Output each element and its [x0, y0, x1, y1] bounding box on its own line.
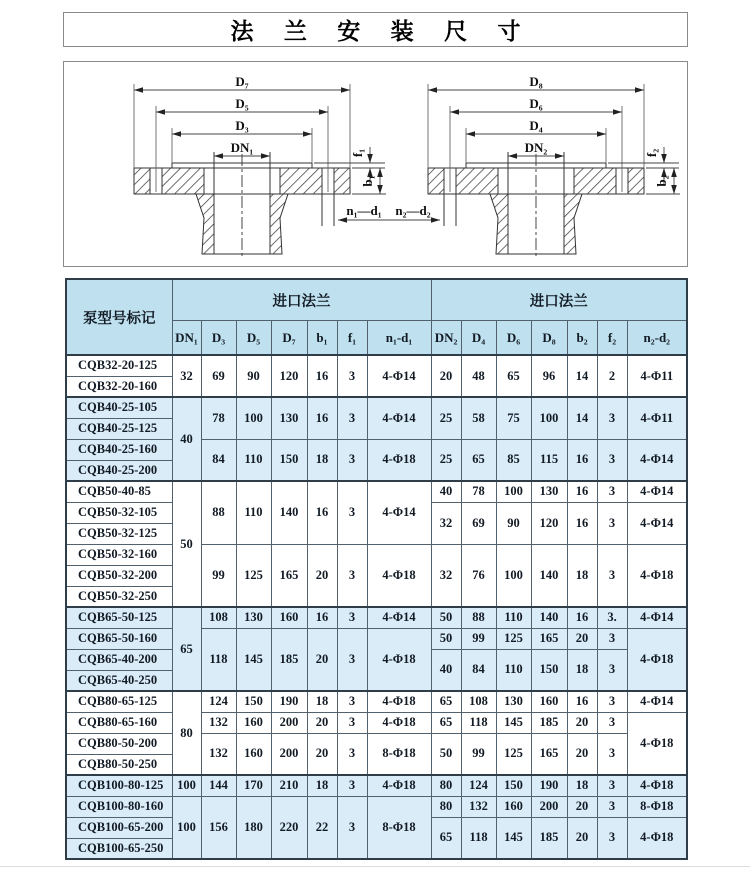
model-cell: CQB100-80-125 [66, 775, 172, 796]
value-cell: 140 [271, 481, 307, 544]
value-cell: 100 [236, 397, 271, 439]
value-cell: 4-Φ14 [367, 397, 431, 439]
value-cell: 100 [531, 397, 567, 439]
value-cell: 50 [431, 607, 461, 628]
value-cell: 50 [431, 628, 461, 649]
value-cell: 78 [461, 481, 496, 502]
column-header: n₂-d₂ [627, 321, 687, 356]
value-cell: 18 [307, 691, 337, 712]
value-cell: 16 [567, 481, 597, 502]
table-row [66, 733, 687, 754]
model-cell: CQB50-32-250 [66, 586, 172, 607]
model-cell: CQB50-40-85 [66, 481, 172, 502]
value-cell: 3. [597, 607, 627, 628]
value-cell: 3 [597, 712, 627, 733]
value-cell: 108 [201, 607, 236, 628]
value-cell: 20 [567, 712, 597, 733]
value-cell: 69 [201, 355, 236, 397]
value-cell: 20 [307, 628, 337, 691]
value-cell: 88 [201, 481, 236, 544]
value-cell: 4-Φ14 [367, 607, 431, 628]
value-cell: 3 [597, 817, 627, 859]
value-cell: 50 [431, 733, 461, 775]
column-header: DN₂ [431, 321, 461, 356]
table-row [66, 397, 687, 418]
value-cell: 20 [307, 544, 337, 607]
value-cell: 20 [567, 733, 597, 775]
model-cell: CQB80-65-160 [66, 712, 172, 733]
inlet-flange-group-header: 进口法兰 [172, 279, 431, 321]
value-cell: 84 [461, 649, 496, 691]
value-cell: 16 [567, 439, 597, 481]
value-cell: 4-Φ11 [627, 355, 687, 397]
value-cell: 18 [567, 775, 597, 796]
value-cell: 3 [337, 544, 367, 607]
value-cell: 8-Φ18 [367, 796, 431, 859]
value-cell: 165 [531, 733, 567, 775]
bottom-divider [0, 866, 750, 867]
column-header: b₁ [307, 321, 337, 356]
model-cell: CQB32-20-125 [66, 355, 172, 376]
value-cell: 4-Φ18 [627, 628, 687, 691]
table-row [66, 355, 687, 376]
dimension-arrows [428, 87, 677, 223]
model-cell: CQB40-25-200 [66, 460, 172, 481]
column-header: DN₁ [172, 321, 201, 356]
model-cell: CQB100-65-250 [66, 838, 172, 859]
value-cell: 16 [307, 397, 337, 439]
value-cell: 16 [307, 355, 337, 397]
value-cell: 65 [461, 439, 496, 481]
value-cell: 130 [271, 397, 307, 439]
value-cell: 3 [597, 733, 627, 775]
value-cell: 20 [567, 628, 597, 649]
value-cell: 160 [271, 607, 307, 628]
flange-outline [134, 152, 350, 259]
value-cell: 170 [236, 775, 271, 796]
table-row [66, 628, 687, 649]
value-cell: 8-Φ18 [367, 733, 431, 775]
value-cell: 4-Φ18 [367, 628, 431, 691]
flange-diagram-inlet [92, 68, 392, 260]
model-cell: CQB50-32-160 [66, 544, 172, 565]
value-cell: 118 [461, 817, 496, 859]
table-row [66, 439, 687, 460]
value-cell: 4-Φ18 [367, 439, 431, 481]
value-cell: 3 [337, 481, 367, 544]
value-cell: 3 [337, 733, 367, 775]
value-cell: 4-Φ14 [627, 607, 687, 628]
value-cell: 80 [431, 775, 461, 796]
value-cell: 180 [236, 796, 271, 859]
value-cell: 18 [567, 649, 597, 691]
value-cell: 8-Φ18 [627, 796, 687, 817]
value-cell: 16 [567, 502, 597, 544]
value-cell: 4-Φ18 [627, 817, 687, 859]
value-cell: 108 [461, 691, 496, 712]
value-cell: 110 [496, 607, 531, 628]
value-cell: 144 [201, 775, 236, 796]
value-cell: 185 [531, 817, 567, 859]
value-cell: 4-Φ14 [627, 691, 687, 712]
value-cell: 80 [431, 796, 461, 817]
value-cell: 20 [567, 796, 597, 817]
value-cell: 110 [496, 649, 531, 691]
value-cell: 156 [201, 796, 236, 859]
dim-label-d8: D₈ [529, 74, 543, 89]
dim-label-d6: D₆ [529, 96, 543, 111]
value-cell: 20 [567, 817, 597, 859]
value-cell: 124 [201, 691, 236, 712]
value-cell: 2 [597, 355, 627, 397]
table-row [66, 796, 687, 817]
column-header: f₁ [337, 321, 367, 356]
model-cell: CQB40-25-105 [66, 397, 172, 418]
value-cell: 150 [531, 649, 567, 691]
value-cell: 25 [431, 439, 461, 481]
value-cell: 100 [172, 775, 201, 796]
column-header: D₅ [236, 321, 271, 356]
value-cell: 75 [496, 397, 531, 439]
value-cell: 4-Φ18 [367, 544, 431, 607]
value-cell: 120 [271, 355, 307, 397]
model-cell: CQB80-50-250 [66, 754, 172, 775]
dim-label-dn2: DN₂ [524, 140, 548, 155]
flange-dimensions-table [65, 278, 688, 860]
value-cell: 200 [271, 733, 307, 775]
value-cell: 140 [531, 544, 567, 607]
outlet-flange-group-header: 进口法兰 [431, 279, 687, 321]
dim-label-d5: D₅ [235, 96, 249, 111]
value-cell: 118 [201, 628, 236, 691]
value-cell: 3 [597, 628, 627, 649]
value-cell: 3 [597, 691, 627, 712]
value-cell: 40 [431, 649, 461, 691]
value-cell: 100 [496, 544, 531, 607]
value-cell: 40 [431, 481, 461, 502]
value-cell: 145 [496, 712, 531, 733]
value-cell: 4-Φ18 [367, 775, 431, 796]
value-cell: 48 [461, 355, 496, 397]
dim-label-f2: f₂ [644, 148, 659, 158]
value-cell: 3 [337, 355, 367, 397]
value-cell: 25 [431, 397, 461, 439]
flange-diagram-outlet [386, 68, 686, 260]
value-cell: 132 [461, 796, 496, 817]
value-cell: 118 [461, 712, 496, 733]
column-header: D₈ [531, 321, 567, 356]
value-cell: 4-Φ14 [627, 439, 687, 481]
value-cell: 90 [236, 355, 271, 397]
value-cell: 110 [236, 481, 271, 544]
value-cell: 4-Φ14 [627, 502, 687, 544]
value-cell: 200 [531, 796, 567, 817]
value-cell: 200 [271, 712, 307, 733]
value-cell: 140 [531, 607, 567, 628]
value-cell: 3 [337, 439, 367, 481]
column-header: D₃ [201, 321, 236, 356]
value-cell: 16 [307, 607, 337, 628]
model-column-header: 泵型号标记 [66, 279, 172, 355]
value-cell: 3 [337, 775, 367, 796]
value-cell: 160 [496, 796, 531, 817]
value-cell: 3 [337, 796, 367, 859]
diagram-frame [63, 61, 688, 267]
value-cell: 3 [337, 712, 367, 733]
model-cell: CQB100-80-160 [66, 796, 172, 817]
value-cell: 4-Φ14 [367, 355, 431, 397]
value-cell: 160 [236, 712, 271, 733]
value-cell: 150 [236, 691, 271, 712]
table-row [66, 481, 687, 502]
value-cell: 3 [597, 502, 627, 544]
model-cell: CQB100-65-200 [66, 817, 172, 838]
value-cell: 76 [461, 544, 496, 607]
value-cell: 14 [567, 355, 597, 397]
value-cell: 4-Φ18 [627, 775, 687, 796]
value-cell: 50 [172, 481, 201, 607]
dim-label-d7: D₇ [235, 74, 249, 89]
column-header: f₂ [597, 321, 627, 356]
value-cell: 3 [597, 796, 627, 817]
value-cell: 18 [307, 439, 337, 481]
value-cell: 130 [531, 481, 567, 502]
value-cell: 150 [271, 439, 307, 481]
value-cell: 160 [531, 691, 567, 712]
value-cell: 190 [531, 775, 567, 796]
column-header: D₆ [496, 321, 531, 356]
model-cell: CQB80-50-200 [66, 733, 172, 754]
value-cell: 16 [307, 481, 337, 544]
model-cell: CQB32-20-160 [66, 376, 172, 397]
model-cell: CQB40-25-125 [66, 418, 172, 439]
value-cell: 40 [172, 397, 201, 481]
value-cell: 65 [172, 607, 201, 691]
value-cell: 3 [597, 775, 627, 796]
value-cell: 96 [531, 355, 567, 397]
dim-label-dn1: DN₁ [230, 140, 254, 155]
value-cell: 3 [337, 607, 367, 628]
value-cell: 4-Φ18 [627, 712, 687, 775]
value-cell: 88 [461, 607, 496, 628]
value-cell: 3 [597, 649, 627, 691]
value-cell: 110 [236, 439, 271, 481]
flange-outline [428, 152, 644, 259]
value-cell: 124 [461, 775, 496, 796]
value-cell: 99 [461, 733, 496, 775]
value-cell: 18 [307, 775, 337, 796]
value-cell: 145 [236, 628, 271, 691]
value-cell: 3 [337, 397, 367, 439]
value-cell: 165 [531, 628, 567, 649]
table-row [66, 691, 687, 712]
page-title-text: 法 兰 安 装 尺 寸 [230, 18, 533, 44]
value-cell: 32 [431, 502, 461, 544]
value-cell: 4-Φ11 [627, 397, 687, 439]
model-cell: CQB50-32-200 [66, 565, 172, 586]
value-cell: 84 [201, 439, 236, 481]
value-cell: 14 [567, 397, 597, 439]
value-cell: 220 [271, 796, 307, 859]
value-cell: 100 [172, 796, 201, 859]
value-cell: 65 [431, 817, 461, 859]
table-row [66, 775, 687, 796]
value-cell: 4-Φ18 [627, 544, 687, 607]
model-cell: CQB40-25-160 [66, 439, 172, 460]
value-cell: 125 [236, 544, 271, 607]
value-cell: 20 [431, 355, 461, 397]
value-cell: 120 [531, 502, 567, 544]
value-cell: 125 [496, 733, 531, 775]
value-cell: 32 [172, 355, 201, 397]
value-cell: 4-Φ14 [367, 481, 431, 544]
model-cell: CQB80-65-125 [66, 691, 172, 712]
value-cell: 132 [201, 712, 236, 733]
value-cell: 130 [496, 691, 531, 712]
model-cell: CQB65-40-200 [66, 649, 172, 670]
value-cell: 18 [567, 544, 597, 607]
value-cell: 132 [201, 733, 236, 775]
column-header: D₄ [461, 321, 496, 356]
value-cell: 160 [236, 733, 271, 775]
value-cell: 69 [461, 502, 496, 544]
value-cell: 100 [496, 481, 531, 502]
value-cell: 3 [337, 691, 367, 712]
dim-label-n1d1: n₁—d₁ [346, 203, 382, 218]
table-body [66, 355, 687, 859]
value-cell: 125 [496, 628, 531, 649]
value-cell: 80 [172, 691, 201, 775]
model-cell: CQB65-50-160 [66, 628, 172, 649]
dim-label-f1: f₁ [350, 148, 365, 158]
value-cell: 22 [307, 796, 337, 859]
model-cell: CQB50-32-105 [66, 502, 172, 523]
value-cell: 3 [337, 628, 367, 691]
value-cell: 78 [201, 397, 236, 439]
page-title [63, 12, 688, 47]
value-cell: 145 [496, 817, 531, 859]
value-cell: 4-Φ18 [367, 712, 431, 733]
value-cell: 65 [431, 712, 461, 733]
value-cell: 85 [496, 439, 531, 481]
value-cell: 20 [307, 712, 337, 733]
value-cell: 90 [496, 502, 531, 544]
value-cell: 99 [461, 628, 496, 649]
value-cell: 130 [236, 607, 271, 628]
value-cell: 16 [567, 607, 597, 628]
column-header: D₇ [271, 321, 307, 356]
model-cell: CQB65-40-250 [66, 670, 172, 691]
value-cell: 190 [271, 691, 307, 712]
column-header: b₂ [567, 321, 597, 356]
dim-label-b2: b₂ [654, 175, 669, 187]
table-row [66, 607, 687, 628]
value-cell: 99 [201, 544, 236, 607]
table-row [66, 544, 687, 565]
dim-label-n2d2: n₂—d₂ [395, 203, 431, 218]
value-cell: 115 [531, 439, 567, 481]
value-cell: 58 [461, 397, 496, 439]
value-cell: 4-Φ18 [367, 691, 431, 712]
value-cell: 185 [531, 712, 567, 733]
value-cell: 150 [496, 775, 531, 796]
dim-label-d4: D₄ [529, 118, 543, 133]
value-cell: 32 [431, 544, 461, 607]
value-cell: 65 [496, 355, 531, 397]
dim-label-d3: D₃ [235, 118, 249, 133]
value-cell: 3 [597, 481, 627, 502]
value-cell: 3 [597, 544, 627, 607]
value-cell: 3 [597, 439, 627, 481]
column-header: n₁-d₁ [367, 321, 431, 356]
value-cell: 210 [271, 775, 307, 796]
model-cell: CQB65-50-125 [66, 607, 172, 628]
model-cell: CQB50-32-125 [66, 523, 172, 544]
value-cell: 20 [307, 733, 337, 775]
table-row [66, 712, 687, 733]
value-cell: 16 [567, 691, 597, 712]
value-cell: 185 [271, 628, 307, 691]
dim-label-b1: b₁ [360, 175, 375, 187]
value-cell: 4-Φ14 [627, 481, 687, 502]
value-cell: 165 [271, 544, 307, 607]
value-cell: 3 [597, 397, 627, 439]
value-cell: 65 [431, 691, 461, 712]
